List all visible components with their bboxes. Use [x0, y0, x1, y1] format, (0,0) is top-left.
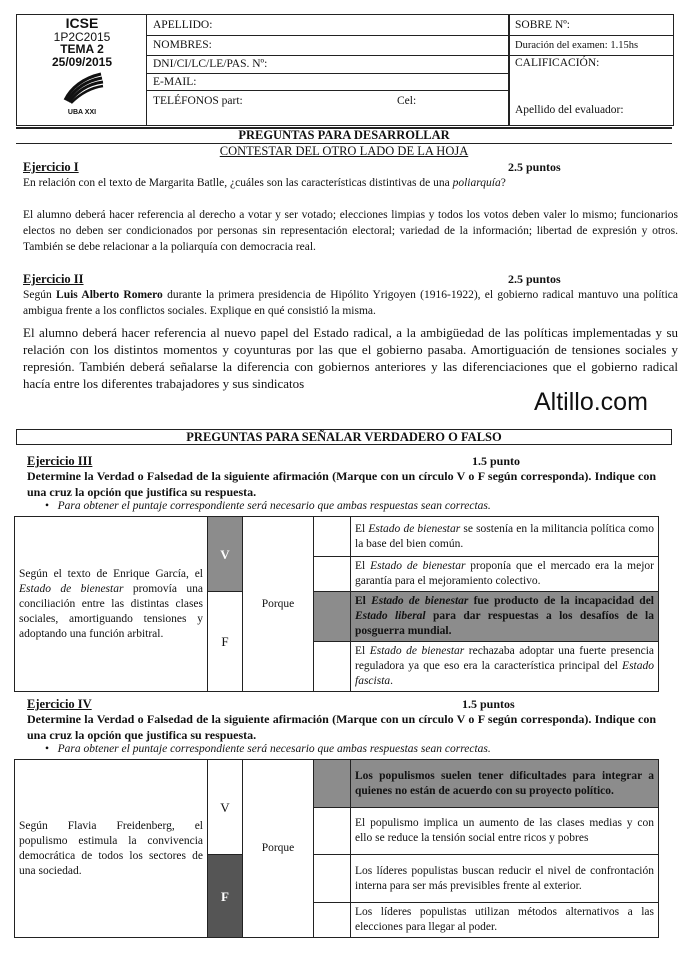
- ejercicio-3-note: • Para obtener el puntaje correspondiente será necesario que ambas respuestas sean correctas.: [45, 500, 491, 512]
- justification-checkbox[interactable]: [314, 557, 351, 592]
- ejercicio-3-points: 1.5 punto: [472, 454, 521, 468]
- option-f[interactable]: F: [208, 855, 243, 938]
- ejercicio-2-points: 2.5 puntos: [508, 272, 561, 286]
- option-v[interactable]: V: [208, 760, 243, 855]
- justification-option-correct: El Estado de bienestar fue producto de la incapacidad del Estado liberal para dar respuestas a los desafíos de la posguerra mundial.: [351, 592, 659, 642]
- ejercicio-2-question: Según Luis Alberto Romero durante la primera presidencia de Hipólito Yrigoyen (1916-1922), el gobierno radical mantuvo una política ambigua frente a los conflictos sociales. Explique en qué consistió la misma.: [23, 289, 679, 317]
- ejercicio-1-points: 2.5 puntos: [508, 160, 561, 174]
- justification-option-correct: Los populismos suelen tener dificultades para integrar a quienes no están de acuerdo con su proyecto político.: [351, 760, 659, 808]
- nombres-field[interactable]: NOMBRES:: [147, 36, 509, 56]
- justification-option: El Estado de bienestar rechazaba adoptar una fuerte presencia reguladora ya que eso era la característica principal del Estado fascista.: [351, 642, 659, 692]
- ejercicio-1-title: Ejercicio I: [23, 160, 79, 174]
- ejercicio-3-title: Ejercicio III: [27, 454, 93, 468]
- ejercicio-3-instructions: Determine la Verdad o Falsedad de la siguiente afirmación (Marque con un círculo V o F según corresponda). Indique con una cruz la opción que justifica su respuesta.: [27, 469, 656, 499]
- institution-name: ICSE: [65, 15, 99, 31]
- section-title-vf: PREGUNTAS PARA SEÑALAR VERDADERO O FALSO: [186, 430, 502, 444]
- telefonos-row: [147, 91, 509, 124]
- calificacion-field[interactable]: CALIFICACIÓN:: [515, 57, 600, 69]
- justification-checkbox[interactable]: [314, 903, 351, 938]
- exam-code: 1P2C2015: [53, 29, 111, 44]
- cel-field[interactable]: Cel:: [397, 95, 417, 107]
- justification-checkbox[interactable]: [314, 855, 351, 903]
- justification-option: El populismo implica un aumento de las clases medias y con ello se reduce la tensión social entre ricos y pobres: [351, 808, 659, 855]
- ejercicio-4-title: Ejercicio IV: [27, 697, 92, 711]
- header-institution-box: [16, 14, 147, 126]
- justification-checkbox[interactable]: [314, 760, 351, 808]
- justification-checkbox[interactable]: [314, 642, 351, 692]
- apellido-field[interactable]: APELLIDO:: [147, 15, 509, 36]
- logo-text: UBA XXI: [67, 109, 97, 117]
- option-f[interactable]: F: [208, 592, 243, 692]
- section-title-box: [16, 429, 672, 445]
- justification-option: Los líderes populistas buscan reducir el nivel de confrontación interna para ser más previsibles frente al exterior.: [351, 855, 659, 903]
- exam-tema: TEMA 2: [60, 42, 104, 57]
- justification-checkbox[interactable]: [314, 517, 351, 557]
- evaluador-field[interactable]: Apellido del evaluador:: [515, 104, 624, 116]
- ejercicio-1-question: En relación con el texto de Margarita Batlle, ¿cuáles son las características distintivas de una poliarquía?: [23, 177, 506, 189]
- ejercicio-1-answer: El alumno deberá hacer referencia al derecho a votar y ser votado; elecciones limpias y todos los votos deben valer lo mismo; funcionarios electos no deben ser condicionados por personas sin representación electoral; variedad de la información; libertad de expresión y otros. También se debe relacionar a la poliarquía con democracia real.: [23, 209, 678, 253]
- option-v[interactable]: V: [208, 517, 243, 592]
- watermark-text: Altillo.com: [534, 388, 648, 416]
- ejercicio-4-note: • Para obtener el puntaje correspondiente será necesario que ambas respuestas sean correctas.: [45, 743, 491, 755]
- ejercicio-4-points: 1.5 puntos: [462, 697, 515, 711]
- ejercicio-3-statement: Según el texto de Enrique García, el Estado de bienestar promovía una conciliación entre las distintas clases sociales, amortiguando tensiones y adoptando una función arbitral.: [15, 517, 208, 692]
- porque-label: Porque: [243, 517, 314, 692]
- justification-option: Los líderes populistas utilizan métodos alternativos a las elecciones para llegar al poder.: [351, 903, 659, 938]
- justification-checkbox[interactable]: [314, 592, 351, 642]
- header-student-fields: [146, 14, 510, 126]
- section-subtitle: CONTESTAR DEL OTRO LADO DE LA HOJA: [219, 144, 469, 158]
- duracion-label: Duración del examen: 1.15hs: [509, 36, 673, 56]
- justification-checkbox[interactable]: [314, 808, 351, 855]
- ejercicio-4-instructions: Determine la Verdad o Falsedad de la siguiente afirmación (Marque con un círculo V o F según corresponda). Indique con una cruz la opción que justifica su respuesta.: [27, 712, 656, 742]
- section-title-desarrollar: PREGUNTAS PARA DESARROLLAR: [238, 128, 450, 142]
- sobre-field[interactable]: SOBRE Nº:: [509, 15, 673, 36]
- porque-label: Porque: [243, 760, 314, 938]
- ejercicio-3-table: [14, 516, 659, 692]
- ejercicio-2-title: Ejercicio II: [23, 272, 84, 286]
- email-field[interactable]: E-MAIL:: [147, 74, 509, 91]
- ejercicio-4-statement: Según Flavia Freidenberg, el populismo estimula la convivencia democrática de todos los sectores de una sociedad.: [15, 760, 208, 938]
- justification-option: El Estado de bienestar se sostenía en la militancia política como la base del bien común.: [351, 517, 659, 557]
- ejercicio-4-table: [14, 759, 659, 938]
- exam-date: 25/09/2015: [51, 54, 113, 69]
- telefonos-field[interactable]: TELÉFONOS part:: [153, 95, 243, 107]
- uba-logo-icon: [57, 70, 107, 106]
- ejercicio-2-answer: El alumno deberá hacer referencia al nuevo papel del Estado radical, a la ambigüedad de las políticas implementadas y su relación con los distintos momentos y coyunturas por las que el gobierno pasaba. Amortiguación de tensiones sociales y represión. También deberá señalarse la diferencia con gobiernos anteriores y las diferenciaciones que el gobierno radical hacía entre los diferentes trabajadores y sus sindicatos: [23, 325, 678, 391]
- justification-option: El Estado de bienestar proponía que el mercado era la mejor garantía para el mejoramiento colectivo.: [351, 557, 659, 592]
- header-exam-info: [508, 14, 674, 126]
- dni-field[interactable]: DNI/CI/LC/LE/PAS. Nº:: [147, 56, 509, 74]
